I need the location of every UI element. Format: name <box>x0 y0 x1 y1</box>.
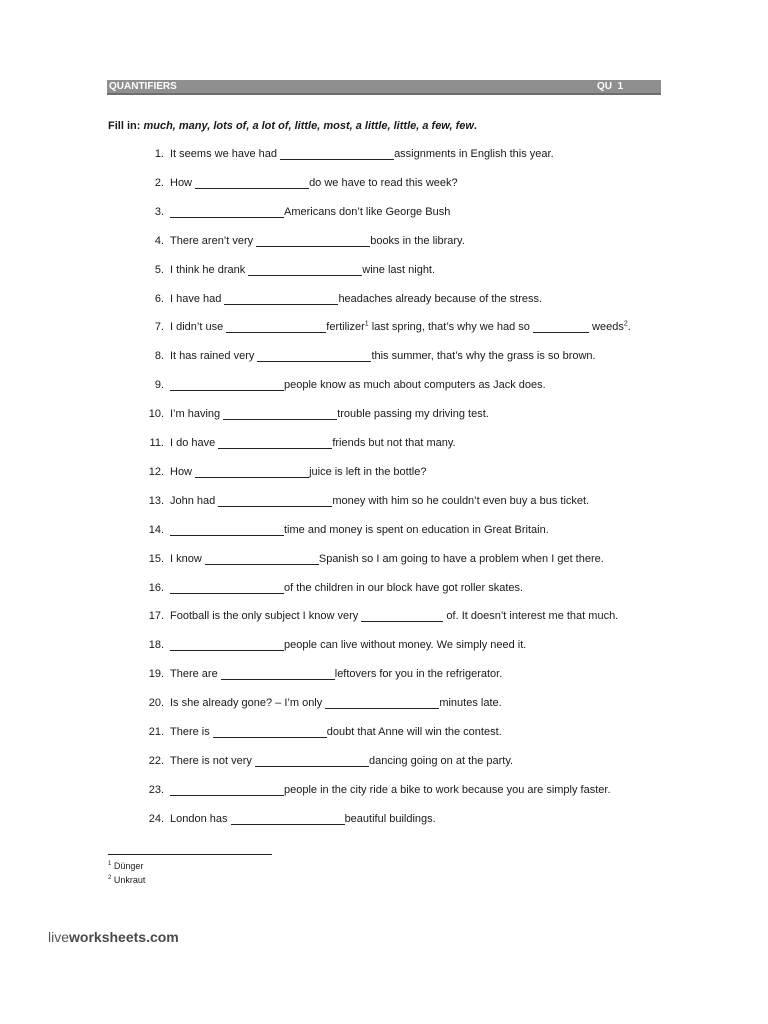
footnote-2 <box>108 874 145 886</box>
item-text: do we have to read this week? <box>309 177 458 189</box>
item-text: Is she already gone? – I’m only <box>170 697 326 709</box>
item-number: 1. <box>154 148 164 160</box>
exercise-item <box>143 205 450 219</box>
item-text: of. It doesn’t interest me that much. <box>443 610 619 622</box>
answer-blank[interactable] <box>325 698 439 709</box>
item-text: last spring, that’s why we had so <box>368 321 533 333</box>
item-text: weeds <box>588 321 624 333</box>
exercise-item <box>143 609 618 623</box>
answer-blank[interactable] <box>195 178 309 189</box>
item-text: How <box>170 177 196 189</box>
item-text: Football is the only subject I know very <box>170 610 362 622</box>
exercise-item <box>143 292 542 306</box>
item-text: trouble passing my driving test. <box>337 408 489 420</box>
item-number: 4. <box>154 235 164 247</box>
answer-blank[interactable] <box>170 380 284 391</box>
header-bar <box>107 80 661 95</box>
exercise-item <box>143 552 604 566</box>
exercise-item <box>143 147 554 161</box>
exercise-item <box>143 263 435 277</box>
exercise-item <box>143 176 458 190</box>
item-number: 12. <box>148 466 164 478</box>
exercise-item <box>143 523 549 537</box>
answer-blank[interactable] <box>256 236 370 247</box>
item-text: I have had <box>170 293 225 305</box>
exercise-item <box>143 696 502 710</box>
item-number: 2. <box>154 177 164 189</box>
item-text: I didn’t use <box>170 321 227 333</box>
footnote-text: Unkraut <box>113 875 146 885</box>
item-number: 21. <box>148 726 164 738</box>
item-text: It has rained very <box>170 350 258 362</box>
item-text: dancing going on at the party. <box>368 755 514 767</box>
item-text: fertilizer <box>326 321 365 333</box>
answer-blank[interactable] <box>218 496 332 507</box>
answer-blank[interactable] <box>231 814 345 825</box>
instruction-label: Fill in: <box>108 120 141 132</box>
item-text: Spanish so I am going to have a problem when I get there. <box>318 553 604 565</box>
footnote-mark: 2 <box>108 875 112 881</box>
answer-blank[interactable] <box>205 554 319 565</box>
instruction <box>108 119 477 133</box>
item-text: I know <box>170 553 205 565</box>
exercise-item <box>143 667 502 681</box>
item-text: It seems we have had <box>170 148 281 160</box>
item-text: minutes late. <box>439 697 502 709</box>
item-text: headaches already because of the stress. <box>338 293 543 305</box>
item-text: people can live without money. We simply need it. <box>284 639 527 651</box>
answer-blank[interactable] <box>226 322 326 333</box>
answer-blank[interactable] <box>361 611 443 622</box>
item-text: people in the city ride a bike to work because you are simply faster. <box>284 784 611 796</box>
item-number: 20. <box>148 697 164 709</box>
item-text: assignments in English this year. <box>394 148 554 160</box>
item-number: 13. <box>148 495 164 507</box>
item-text: doubt that Anne will win the contest. <box>326 726 502 738</box>
item-number: 16. <box>148 582 164 594</box>
exercise-item <box>143 812 436 826</box>
item-number: 8. <box>154 350 164 362</box>
footnote-divider <box>108 854 272 855</box>
exercise-item <box>143 407 489 421</box>
item-number: 5. <box>154 264 164 276</box>
item-text: There is not very <box>170 755 255 767</box>
item-text: time and money is spent on education in Great Britain. <box>284 524 549 536</box>
answer-blank[interactable] <box>533 322 589 333</box>
answer-blank[interactable] <box>221 669 335 680</box>
exercise-item <box>143 783 611 797</box>
answer-blank[interactable] <box>170 583 284 594</box>
exercise-item <box>143 581 523 595</box>
footnote-1 <box>108 860 143 872</box>
answer-blank[interactable] <box>257 351 371 362</box>
item-number: 14. <box>148 524 164 536</box>
footnote-mark: 1 <box>108 861 112 867</box>
item-text: beautiful buildings. <box>344 813 436 825</box>
exercise-item <box>143 234 465 248</box>
item-text: I do have <box>170 437 219 449</box>
exercise-item <box>143 494 589 508</box>
item-number: 3. <box>154 206 164 218</box>
item-text: There is <box>170 726 213 738</box>
answer-blank[interactable] <box>170 207 284 218</box>
item-text: John had <box>170 495 219 507</box>
footnote-reference: 2 <box>623 320 628 328</box>
item-text: wine last night. <box>362 264 436 276</box>
item-text: people know as much about computers as Jack does. <box>284 379 546 391</box>
item-text: London has <box>170 813 231 825</box>
item-text: this summer, that’s why the grass is so brown. <box>371 350 596 362</box>
worksheet-title: QUANTIFIERS <box>109 81 177 92</box>
item-text: There are <box>170 668 221 680</box>
instruction-end: . <box>473 120 477 132</box>
exercise-item <box>143 465 426 479</box>
exercise-item <box>143 436 456 450</box>
item-number: 17. <box>148 610 164 622</box>
item-text: How <box>170 466 196 478</box>
instruction-words: much, many, lots of, a lot of, little, most, a little, little, a few, few <box>143 120 474 132</box>
answer-blank[interactable] <box>255 756 369 767</box>
item-text: of the children in our block have got roller skates. <box>284 582 524 594</box>
exercise-item <box>143 349 596 363</box>
exercise-item <box>143 320 631 334</box>
answer-blank[interactable] <box>223 409 337 420</box>
exercise-item <box>143 638 526 652</box>
item-number: 7. <box>154 321 164 333</box>
answer-blank[interactable] <box>170 525 284 536</box>
item-number: 23. <box>148 784 164 796</box>
item-number: 18. <box>148 639 164 651</box>
answer-blank[interactable] <box>170 640 284 651</box>
item-number: 19. <box>148 668 164 680</box>
answer-blank[interactable] <box>170 785 284 796</box>
item-number: 6. <box>154 293 164 305</box>
item-text: money with him so he couldn’t even buy a bus ticket. <box>332 495 590 507</box>
item-text: books in the library. <box>370 235 465 247</box>
answer-blank[interactable] <box>218 438 332 449</box>
item-text: I’m having <box>170 408 224 420</box>
item-text: friends but not that many. <box>332 437 456 449</box>
footnote-text: Dünger <box>113 861 144 871</box>
exercise-item <box>143 378 546 392</box>
answer-blank[interactable] <box>213 727 327 738</box>
item-number: 24. <box>148 813 164 825</box>
exercise-item <box>143 754 513 768</box>
item-number: 10. <box>148 408 164 420</box>
answer-blank[interactable] <box>224 294 338 305</box>
item-number: 22. <box>148 755 164 767</box>
worksheet-code: QU 1 <box>597 81 624 92</box>
item-text: I think he drank <box>170 264 249 276</box>
item-number: 11. <box>149 437 164 449</box>
exercise-item <box>143 725 502 739</box>
item-text: There aren’t very <box>170 235 257 247</box>
answer-blank[interactable] <box>248 265 362 276</box>
item-text: Americans don’t like George Bush <box>284 206 451 218</box>
item-number: 9. <box>154 379 164 391</box>
item-text: . <box>627 321 631 333</box>
answer-blank[interactable] <box>195 467 309 478</box>
footnote-reference: 1 <box>364 320 369 328</box>
item-number: 15. <box>148 553 164 565</box>
item-text: leftovers for you in the refrigerator. <box>334 668 503 680</box>
item-text: juice is left in the bottle? <box>309 466 427 478</box>
liveworksheets-logo: liveworksheets.com <box>48 929 179 945</box>
answer-blank[interactable] <box>280 149 394 160</box>
